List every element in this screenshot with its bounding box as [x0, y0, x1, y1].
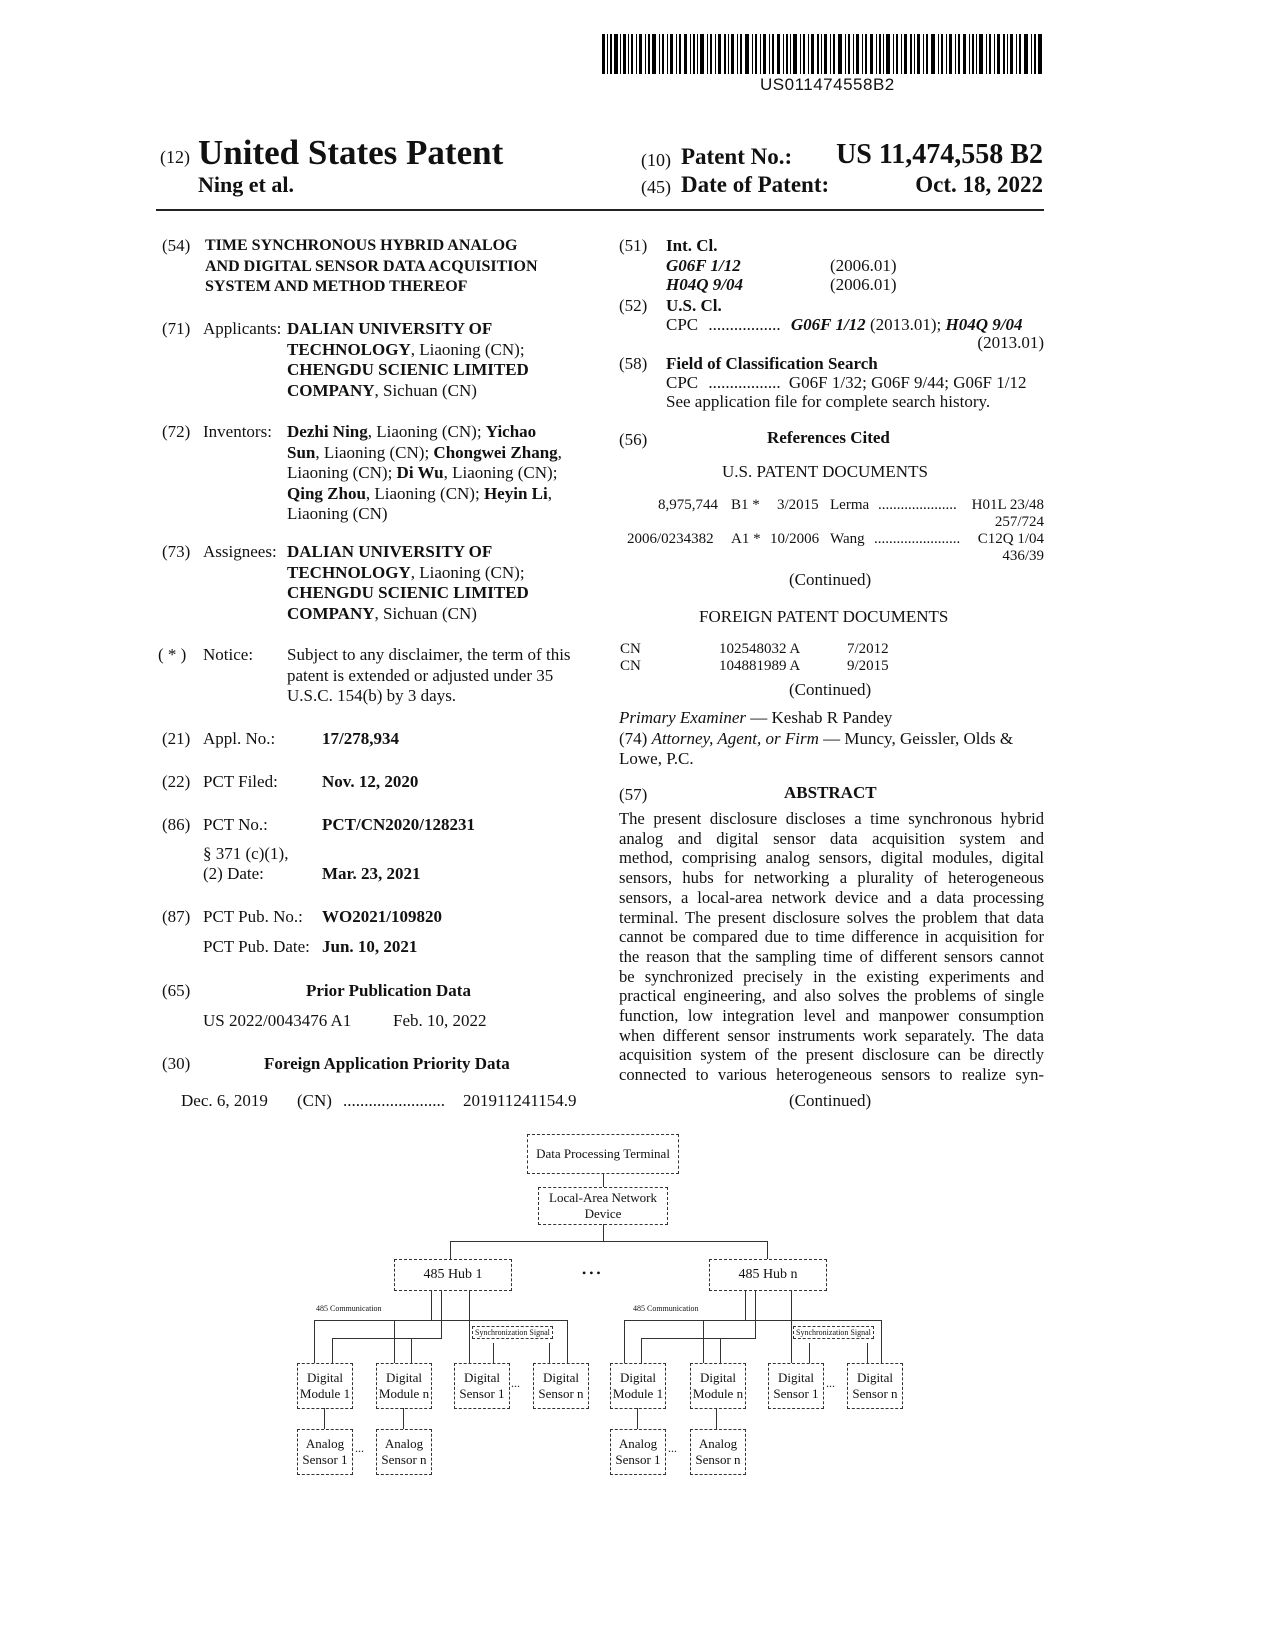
inventor-3: Chongwei Zhang: [433, 442, 558, 462]
data-processing-terminal-label: Data Processing Terminal: [536, 1146, 670, 1161]
applicant-1-line-1: DALIAN UNIVERSITY OF: [287, 319, 493, 338]
us-cl-cpc: [666, 315, 1044, 335]
left-digital-sensor-1: [454, 1363, 510, 1409]
abstract-line-11: function, low integration level and manpower consumption: [619, 1006, 1044, 1026]
inventor-6-comma: ,: [547, 483, 552, 503]
connector: [549, 1343, 550, 1363]
inventor-2-first: Yichao: [485, 422, 537, 441]
us-ref-1-date: 3/2015: [777, 497, 819, 513]
int-cl-2: H04Q 9/04: [666, 275, 743, 294]
right-analog-sensor-1: [610, 1429, 666, 1475]
doc-type: United States Patent: [198, 133, 504, 172]
invention-title: [205, 236, 538, 298]
us-ref-1-kind: B1 *: [731, 497, 760, 513]
connector: [394, 1320, 395, 1363]
connector: [431, 1290, 432, 1320]
abstract-heading: ABSTRACT: [784, 783, 877, 802]
pct-filed-label: PCT Filed:: [203, 772, 278, 791]
pct-filed-value: Nov. 12, 2020: [322, 772, 419, 791]
abstract-line-13: acquisition system of the present disclosure can be directly: [619, 1045, 1044, 1065]
examiner-name: Keshab R Pandey: [771, 708, 893, 727]
connector: [641, 1338, 756, 1339]
connector: [720, 1338, 721, 1363]
date-label: Date of Patent:: [681, 172, 830, 197]
examiner-dash: —: [746, 708, 772, 727]
abstract-line-9: be synchronized precisely in the existing experiments and: [619, 966, 1044, 986]
int-cl-1: G06F 1/12: [666, 256, 741, 275]
foreign-priority-country: (CN): [297, 1091, 332, 1110]
connector: [745, 1290, 746, 1320]
assignee-2-location: , Sichuan (CN): [374, 603, 477, 623]
code-52: (52): [619, 296, 648, 315]
foreign-priority-dots: ........................: [343, 1091, 445, 1110]
hub-n-label: 485 Hub n: [738, 1267, 798, 1282]
code-51: (51): [619, 236, 648, 255]
left-analog-sensor-1: [297, 1429, 353, 1475]
pct-pub-no-label: PCT Pub. No.:: [203, 907, 303, 926]
code-21: (21): [162, 729, 191, 748]
abstract-line-12: when different sensor instruments work separately. The data: [619, 1025, 1044, 1045]
right-ds1-sub: Sensor 1: [773, 1386, 819, 1401]
attorney-label: Attorney, Agent, or Firm: [651, 729, 819, 748]
title-line-2: AND DIGITAL SENSOR DATA ACQUISITION: [205, 257, 538, 275]
left-digital-module-n: [376, 1363, 432, 1409]
left-dsn-label: Digital: [542, 1370, 580, 1385]
code-54: (54): [162, 236, 191, 255]
left-asn-label: Analog: [384, 1436, 424, 1451]
code-10: (10): [641, 150, 671, 170]
section-371-date-label: (2) Date:: [203, 864, 264, 883]
applicants-value: [287, 319, 529, 401]
attorney: [619, 729, 1044, 769]
connector: [791, 1330, 792, 1363]
inventor-5-loc: , Liaoning (CN);: [365, 483, 484, 503]
left-485-comm-label: 485 Communication: [316, 1304, 382, 1313]
left-dmn-sub: Module n: [378, 1386, 430, 1401]
left-dsn-sub: Sensor n: [538, 1386, 584, 1401]
foreign-ref-2-date: 9/2015: [847, 658, 889, 674]
right-analog-sensor-dots: ...: [668, 1441, 677, 1455]
inventor-1-loc: , Liaoning (CN);: [367, 422, 486, 441]
assignees-value: [287, 542, 529, 624]
us-cl-class-2-version: (2013.01): [977, 333, 1044, 352]
attorney-dash: —: [818, 729, 845, 748]
connector: [767, 1241, 768, 1259]
connector: [867, 1343, 868, 1363]
pct-no-label: PCT No.:: [203, 815, 268, 834]
attorney-name-1: Muncy, Geissler, Olds &: [844, 729, 1014, 748]
connector: [637, 1408, 638, 1429]
code-65: (65): [162, 981, 191, 1000]
left-ds1-label: Digital: [463, 1370, 501, 1385]
notice-line-1: Subject to any disclaimer, the term of this: [287, 645, 571, 664]
connector: [314, 1320, 568, 1321]
hub-ellipsis: • • •: [582, 1266, 601, 1280]
right-asn-label: Analog: [698, 1436, 738, 1451]
hub-1-box: [394, 1259, 512, 1291]
inventors-label: Inventors:: [203, 422, 272, 441]
left-dm1-sub: Module 1: [299, 1386, 351, 1401]
prior-pub-number: US 2022/0043476 A1: [203, 1011, 352, 1030]
foreign-patents-heading: FOREIGN PATENT DOCUMENTS: [699, 607, 949, 626]
right-dsn-label: Digital: [856, 1370, 894, 1385]
left-digital-sensor-n: [533, 1363, 589, 1409]
code-30: (30): [162, 1054, 191, 1073]
notice-text: [287, 645, 583, 707]
prior-pub-date: Feb. 10, 2022: [393, 1011, 487, 1030]
abstract-line-2: analog and digital sensor data acquisition system and: [619, 828, 1044, 848]
abstract-line-14: connected to various heterogeneous sensors to realize syn-: [619, 1065, 1044, 1085]
right-dm1-sub: Module 1: [612, 1386, 664, 1401]
abstract-line-3: method, comprising analog sensors, digital modules, digital: [619, 848, 1044, 868]
us-refs-continued: (Continued): [789, 570, 872, 589]
assignee-1-line-2: TECHNOLOGY: [287, 562, 411, 582]
inventor-5: Qing Zhou: [287, 483, 366, 503]
pct-pub-date-label: PCT Pub. Date:: [203, 937, 310, 956]
foreign-refs-continued: (Continued): [789, 680, 872, 699]
applicants-label: Applicants:: [203, 319, 282, 338]
patent-date: Oct. 18, 2022: [915, 172, 1043, 197]
appl-no-label: Appl. No.:: [203, 729, 276, 748]
abstract-body: [619, 809, 1044, 1085]
us-ref-2-class: C12Q 1/04: [977, 531, 1044, 547]
left-asn-sub: Sensor n: [381, 1452, 427, 1467]
code-72: (72): [162, 422, 191, 441]
abstract-line-6: terminal. The present disclosure solves the problem that data: [619, 907, 1044, 927]
connector: [324, 1408, 325, 1429]
left-dmn-label: Digital: [385, 1370, 423, 1385]
us-ref-2-dots: .......................: [874, 531, 961, 547]
code-58: (58): [619, 354, 648, 373]
field-search-cpc: [666, 373, 1026, 393]
code-86: (86): [162, 815, 191, 834]
code-56: (56): [619, 430, 648, 449]
connector: [332, 1338, 442, 1339]
hub-n-box: [709, 1259, 827, 1291]
int-cl-1-version: (2006.01): [830, 256, 897, 275]
lan-device-label-1: Local-Area Network: [549, 1190, 657, 1205]
foreign-ref-2-no: 104881989 A: [719, 658, 801, 674]
barcode-bars: [602, 34, 1042, 74]
notice-line-2: patent is extended or adjusted under 35: [287, 665, 554, 685]
inventors-value: [287, 422, 583, 525]
title-line-3: SYSTEM AND METHOD THEREOF: [205, 278, 468, 295]
applicant-1-line-2: TECHNOLOGY: [287, 339, 411, 359]
pct-no-value: PCT/CN2020/128231: [322, 815, 475, 834]
foreign-priority-heading: Foreign Application Priority Data: [264, 1054, 510, 1073]
right-as1-sub: Sensor 1: [615, 1452, 661, 1467]
connector: [641, 1338, 642, 1363]
left-dm1-label: Digital: [306, 1370, 344, 1385]
right-digital-module-n: [690, 1363, 746, 1409]
header-rule: [156, 209, 1044, 211]
code-57: (57): [619, 785, 648, 804]
inventor-4: Di Wu: [396, 463, 444, 482]
right-ds1-label: Digital: [777, 1370, 815, 1385]
us-cl-cpc-label: CPC: [666, 315, 699, 334]
us-ref-1-class-2: 257/724: [994, 514, 1044, 530]
assignee-2-line-2: COMPANY: [287, 603, 375, 623]
references-heading: References Cited: [767, 428, 890, 447]
applicant-2-line-1: CHENGDU SCIENIC LIMITED: [287, 360, 529, 379]
us-ref-1-no: 8,975,744: [658, 497, 718, 513]
inventor-4-loc: , Liaoning (CN);: [443, 463, 558, 482]
us-cl-dots: .................: [708, 315, 781, 334]
us-cl-class-1: G06F 1/12: [790, 315, 866, 334]
inventor-3-comma: ,: [557, 442, 562, 462]
right-485-comm-label: 485 Communication: [633, 1304, 699, 1313]
field-search-dots: .................: [708, 373, 781, 392]
title-line-1: TIME SYNCHRONOUS HYBRID ANALOG: [205, 237, 518, 254]
us-ref-1-class: H01L 23/48: [971, 497, 1044, 513]
assignee-1-location: , Liaoning (CN);: [410, 562, 525, 582]
abstract-line-1: The present disclosure discloses a time synchronous hybrid: [619, 809, 1044, 828]
us-cl-heading: U.S. Cl.: [666, 296, 722, 315]
right-digital-module-1: [610, 1363, 666, 1409]
inventor-short: Ning et al.: [198, 172, 294, 197]
right-asn-sub: Sensor n: [695, 1452, 741, 1467]
right-dmn-sub: Module n: [692, 1386, 744, 1401]
abstract-line-8: the reason that the sampling time of different sensors cannot: [619, 946, 1044, 966]
left-analog-sensor-dots: ...: [355, 1441, 364, 1455]
right-digital-sensor-1: [768, 1363, 824, 1409]
applicant-2-location: , Sichuan (CN): [374, 380, 477, 400]
assignees-label: Assignees:: [203, 542, 277, 561]
int-cl-heading: Int. Cl.: [666, 236, 718, 255]
int-cl-2-version: (2006.01): [830, 275, 897, 294]
field-search-cpc-label: CPC: [666, 373, 699, 392]
connector: [450, 1241, 768, 1242]
connector: [403, 1408, 404, 1429]
data-processing-terminal-box: [527, 1134, 679, 1174]
code-45: (45): [641, 177, 671, 197]
us-ref-2-class-2: 436/39: [1002, 548, 1044, 564]
connector: [624, 1320, 625, 1363]
us-cl-class-1-version: (2013.01);: [865, 315, 946, 334]
right-dsn-sub: Sensor n: [852, 1386, 898, 1401]
connector: [493, 1343, 494, 1363]
applicant-1-location: , Liaoning (CN);: [410, 339, 525, 359]
connector: [809, 1343, 810, 1363]
patent-number: US 11,474,558 B2: [836, 139, 1043, 170]
connector: [881, 1320, 882, 1363]
applicant-2-line-2: COMPANY: [287, 380, 375, 400]
patent-no-label: Patent No.:: [681, 144, 793, 169]
connector: [624, 1320, 882, 1321]
connector: [567, 1320, 568, 1363]
connector: [314, 1320, 315, 1363]
left-sync-label: Synchronization Signal: [472, 1326, 553, 1339]
us-ref-2-no: 2006/0234382: [627, 531, 714, 547]
us-ref-2-kind: A1 *: [731, 531, 761, 547]
foreign-priority-number: 201911241154.9: [463, 1091, 577, 1110]
appl-no-value: 17/278,934: [322, 729, 399, 748]
us-ref-1-dots: .....................: [878, 497, 957, 513]
field-search-heading: Field of Classification Search: [666, 354, 878, 373]
foreign-ref-1-date: 7/2012: [847, 641, 889, 657]
right-dmn-label: Digital: [699, 1370, 737, 1385]
connector: [716, 1408, 717, 1429]
abstract-line-4: sensors, hubs for networking a plurality of heterogeneous: [619, 868, 1044, 888]
right-as1-label: Analog: [618, 1436, 658, 1451]
field-search-note: See application file for complete search history.: [666, 392, 991, 411]
us-cl-class-2: H04Q 9/04: [945, 315, 1023, 334]
right-digital-sensor-dots: ...: [826, 1376, 835, 1390]
us-patents-heading: U.S. PATENT DOCUMENTS: [722, 462, 928, 481]
pct-pub-date-value: Jun. 10, 2021: [322, 937, 418, 956]
connector: [411, 1338, 412, 1363]
field-search-cpc-value: G06F 1/32; G06F 9/44; G06F 1/12: [788, 373, 1027, 392]
left-as1-sub: Sensor 1: [302, 1452, 348, 1467]
notice-code: ( * ): [158, 645, 187, 664]
left-as1-label: Analog: [305, 1436, 345, 1451]
us-ref-2-date: 10/2006: [770, 531, 820, 547]
assignee-1-line-1: DALIAN UNIVERSITY OF: [287, 542, 493, 561]
notice-label: Notice:: [203, 645, 254, 664]
connector: [703, 1320, 704, 1363]
assignee-2-line-1: CHENGDU SCIENIC LIMITED: [287, 583, 529, 602]
abstract-continued: (Continued): [789, 1091, 872, 1110]
connector: [791, 1290, 792, 1330]
primary-examiner: [619, 708, 892, 728]
left-analog-sensor-n: [376, 1429, 432, 1475]
abstract-line-5: sensors, a local-area network device and a data processing: [619, 887, 1044, 907]
us-ref-1-name: Lerma: [830, 497, 870, 513]
code-73: (73): [162, 542, 191, 561]
abstract-line-10: practical engineering, and also solves the problems of single: [619, 986, 1044, 1006]
connector: [450, 1241, 451, 1259]
connector: [441, 1290, 442, 1339]
prior-pub-heading: Prior Publication Data: [306, 981, 471, 1000]
inventor-1: Dezhi Ning: [287, 422, 368, 441]
code-87: (87): [162, 907, 191, 926]
examiner-label: Primary Examiner: [619, 708, 747, 727]
code-22: (22): [162, 772, 191, 791]
right-dm1-label: Digital: [619, 1370, 657, 1385]
inventor-6: Heyin Li: [483, 483, 548, 503]
attorney-code: (74): [619, 729, 648, 748]
right-analog-sensor-n: [690, 1429, 746, 1475]
left-ds1-sub: Sensor 1: [459, 1386, 505, 1401]
inventor-6-loc: Liaoning (CN): [287, 504, 388, 523]
kind-code-12: (12): [160, 147, 190, 167]
foreign-ref-2-country: CN: [620, 658, 641, 674]
code-71: (71): [162, 319, 191, 338]
section-371-date: Mar. 23, 2021: [322, 864, 421, 883]
notice-line-3: U.S.C. 154(b) by 3 days.: [287, 686, 457, 705]
foreign-ref-1-no: 102548032 A: [719, 641, 801, 657]
connector: [332, 1338, 333, 1363]
left-digital-sensor-dots: ...: [511, 1376, 520, 1390]
connector: [469, 1290, 470, 1330]
foreign-ref-1-country: CN: [620, 641, 641, 657]
inventor-2-loc: , Liaoning (CN);: [315, 442, 434, 462]
foreign-priority-date: Dec. 6, 2019: [181, 1091, 268, 1110]
section-371: § 371 (c)(1),: [203, 844, 289, 863]
connector: [469, 1330, 470, 1363]
inventor-2-last: Sun: [287, 442, 316, 462]
us-ref-2-name: Wang: [830, 531, 865, 547]
left-digital-module-1: [297, 1363, 353, 1409]
abstract-line-7: cannot be compared due to time difference in acquisition for: [619, 927, 1044, 947]
right-sync-label: Synchronization Signal: [793, 1326, 874, 1339]
attorney-name-2: Lowe, P.C.: [619, 749, 694, 768]
inventor-3-loc: Liaoning (CN);: [287, 463, 397, 482]
barcode: [602, 34, 1042, 74]
right-digital-sensor-n: [847, 1363, 903, 1409]
connector: [603, 1173, 604, 1187]
hub-1-label: 485 Hub 1: [423, 1267, 483, 1282]
pct-pub-no-value: WO2021/109820: [322, 907, 442, 926]
lan-device-box: [538, 1187, 668, 1225]
lan-device-label-2: Device: [584, 1206, 622, 1221]
barcode-number: US011474558B2: [760, 75, 895, 94]
connector: [603, 1224, 604, 1241]
connector: [755, 1290, 756, 1339]
